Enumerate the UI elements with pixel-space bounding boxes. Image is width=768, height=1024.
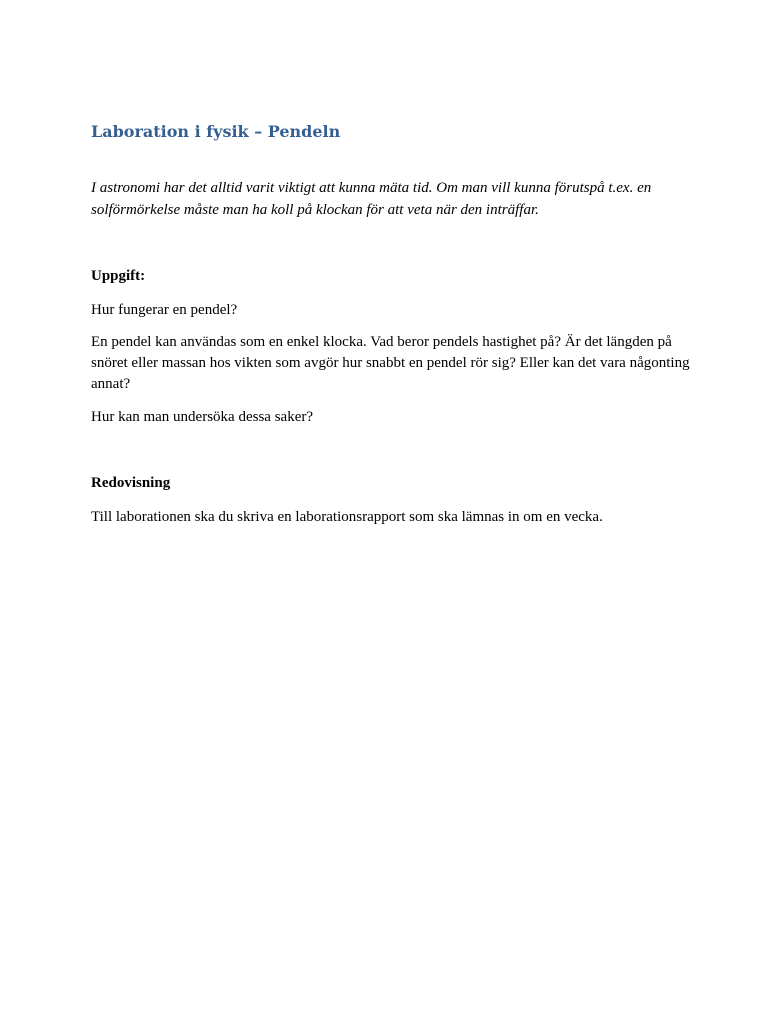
section-heading-uppgift: Uppgift: [91,268,146,284]
intro-paragraph: I astronomi har det alltid varit viktigt att kunna mäta tid. Om man vill kunna förutspå t.ex. en solförmörkelse måste man ha koll på klockan för att veta när den inträffar. [91,180,652,218]
document-page [91,118,691,525]
uppgift-paragraph-3: Hur kan man undersöka dessa saker? [91,409,314,425]
uppgift-paragraph-1: Hur fungerar en pendel? [91,302,238,318]
redovisning-paragraph-1: Till laborationen ska du skriva en laborationsrapport som ska lämnas in om en vecka. [91,509,603,525]
section-heading-redovisning: Redovisning [91,475,171,491]
uppgift-paragraph-2: En pendel kan användas som en enkel klocka. Vad beror pendels hastighet på? Är det längden på snöret eller massan hos vikten som avgör hur snabbt en pendel rör sig? Eller kan det vara någonting annat? [91,334,690,392]
document-title: Laboration i fysik – Pendeln [91,122,341,141]
